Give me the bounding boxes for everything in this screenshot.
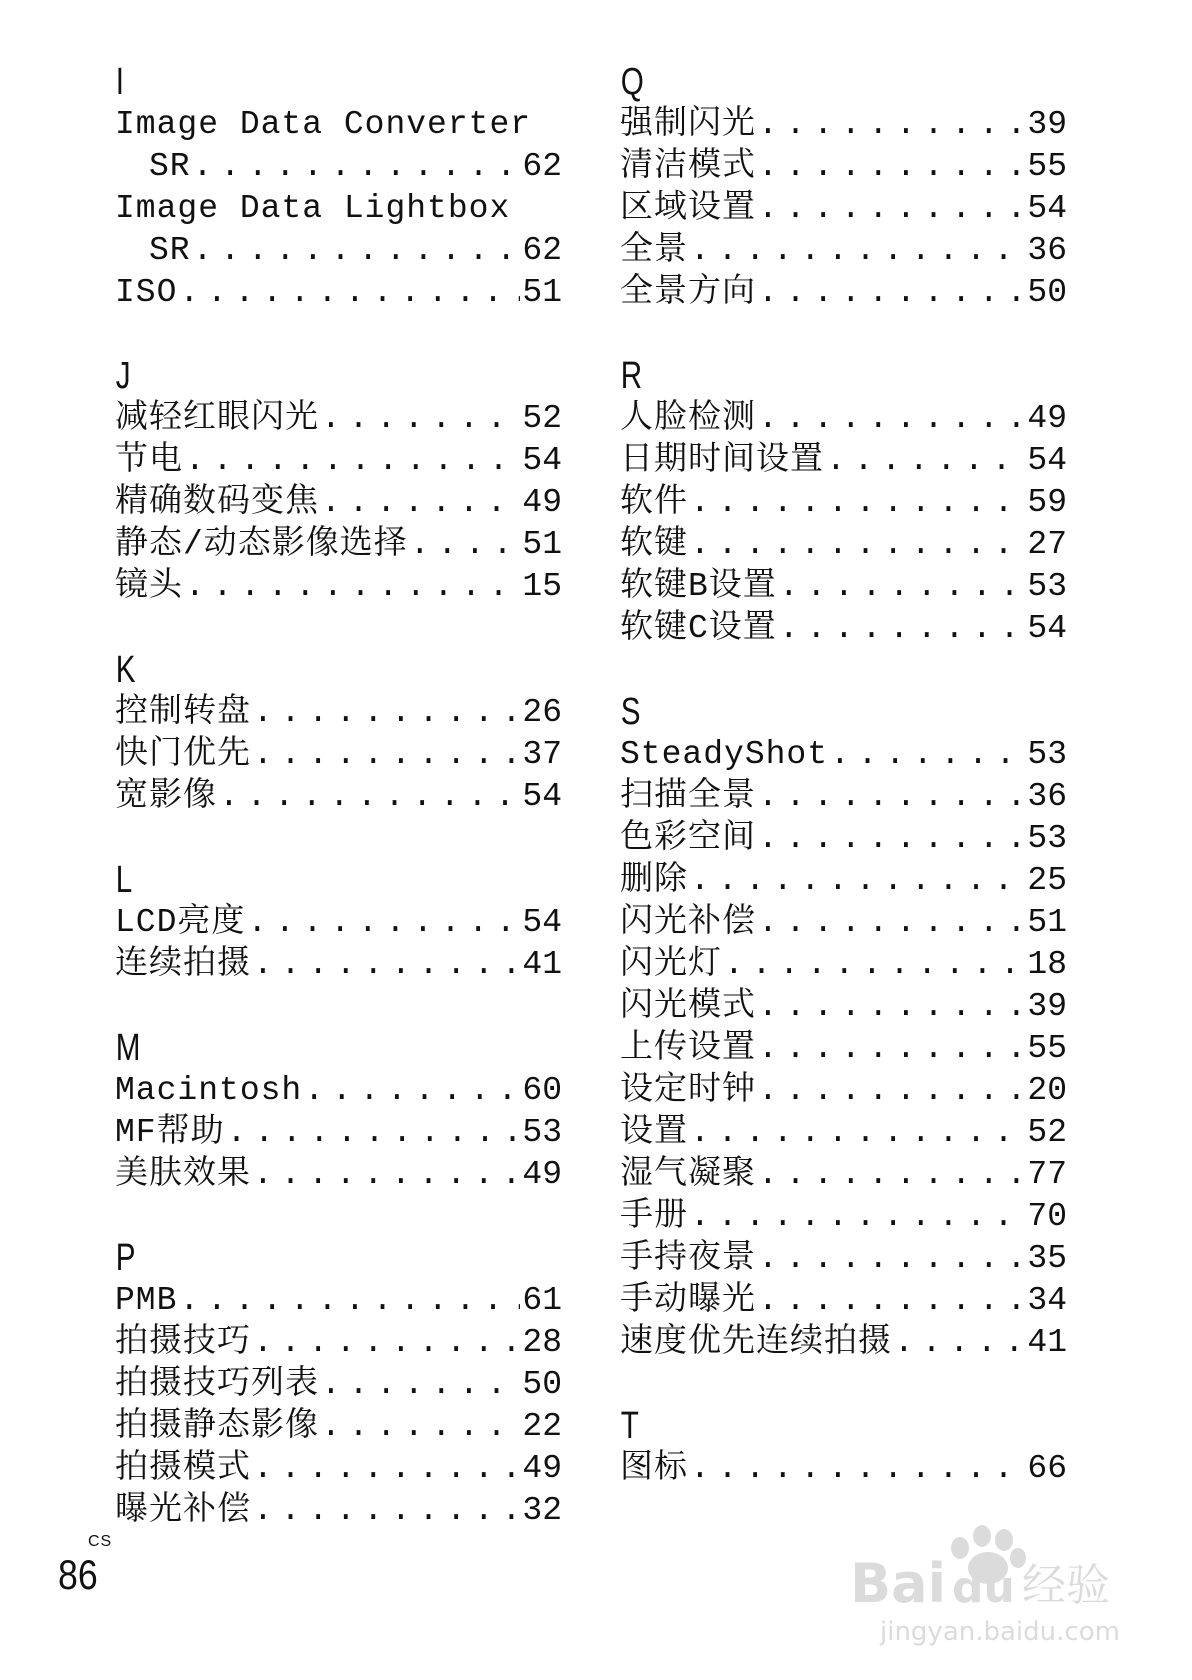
entry-label: 曝光补偿 (115, 1492, 251, 1529)
index-entry (620, 1028, 1067, 1070)
entry-label-continuation: SR (149, 232, 191, 269)
watermark-suffix: 经验 (1022, 1560, 1110, 1611)
entry-label: 设定时钟 (620, 1072, 756, 1109)
entry-page-number: 53 (522, 1114, 562, 1151)
entry-page-number: 34 (1027, 1282, 1067, 1319)
entry-page-number: 41 (522, 946, 562, 983)
leader-dots (253, 944, 520, 986)
entry-page-number: 52 (1027, 1114, 1067, 1151)
entry-page-number: 54 (522, 442, 562, 479)
leader-dots (219, 776, 520, 818)
leader-dots (758, 1280, 1025, 1322)
index-section (115, 858, 562, 986)
index-section (115, 1236, 562, 1532)
index-entry (620, 734, 1067, 776)
page-number: 86 (58, 1551, 98, 1598)
entry-page-number: 39 (1027, 988, 1067, 1025)
entry-page-number: 62 (522, 232, 562, 269)
entry-label: 精确数码变焦 (115, 484, 319, 521)
leader-dots (410, 524, 521, 566)
index-section (115, 648, 562, 818)
leader-dots (779, 608, 1026, 650)
entry-page-number: 54 (522, 778, 562, 815)
leader-dots (758, 146, 1025, 188)
index-entry (620, 1448, 1067, 1490)
entry-page-number: 62 (522, 148, 562, 185)
index-entry-head (115, 188, 562, 230)
entry-page-number: 51 (1027, 904, 1067, 941)
entry-label: LCD亮度 (115, 904, 246, 941)
entry-page-number: 51 (522, 274, 562, 311)
entry-label: 软键 (620, 526, 688, 563)
index-entry (115, 1154, 562, 1196)
leader-dots (253, 1154, 520, 1196)
entry-label: 设置 (620, 1114, 688, 1151)
entry-page-number: 53 (1027, 820, 1067, 857)
leader-dots (185, 440, 520, 482)
index-entry (620, 1154, 1067, 1196)
entry-page-number: 39 (1027, 106, 1067, 143)
entry-page-number: 77 (1027, 1156, 1067, 1193)
entry-label: 人脸检测 (620, 400, 756, 437)
index-entry (620, 860, 1067, 902)
section-letter: J (115, 355, 131, 397)
leader-dots (179, 272, 520, 314)
entry-page-number: 18 (1027, 946, 1067, 983)
entry-page-number: 61 (522, 1282, 562, 1319)
entry-page-number: 35 (1027, 1240, 1067, 1277)
entry-label: 区域设置 (620, 190, 756, 227)
entry-page-number: 37 (522, 736, 562, 773)
section-letter: L (115, 859, 133, 901)
leader-dots (758, 776, 1025, 818)
entry-page-number: 20 (1027, 1072, 1067, 1109)
entry-page-number: 70 (1027, 1198, 1067, 1235)
leader-dots (758, 398, 1025, 440)
entry-label: 闪光灯 (620, 946, 722, 983)
entry-page-number: 52 (522, 400, 562, 437)
entry-label: 图标 (620, 1450, 688, 1487)
leader-dots (253, 1322, 520, 1364)
index-entry (115, 1406, 562, 1448)
index-section (115, 1026, 562, 1196)
entry-label: PMB (115, 1282, 178, 1319)
leader-dots (724, 944, 1025, 986)
leader-dots (247, 902, 520, 944)
watermark-brand-du: du (952, 1562, 1015, 1613)
entry-page-number: 32 (522, 1492, 562, 1529)
leader-dots (179, 1280, 520, 1322)
leader-dots (253, 692, 520, 734)
leader-dots (690, 524, 1025, 566)
section-letter: Q (620, 61, 644, 103)
entry-label: 软件 (620, 484, 688, 521)
index-section (620, 354, 1067, 650)
index-entry (620, 272, 1067, 314)
index-entry (620, 1238, 1067, 1280)
index-entry (620, 482, 1067, 524)
entry-label: 连续拍摄 (115, 946, 251, 983)
index-entry (620, 902, 1067, 944)
language-code: CS (88, 1533, 113, 1550)
entry-page-number: 59 (1027, 484, 1067, 521)
entry-label: 上传设置 (620, 1030, 756, 1067)
leader-dots (321, 1406, 520, 1448)
leader-dots (690, 860, 1025, 902)
entry-page-number: 26 (522, 694, 562, 731)
entry-label: 湿气凝聚 (620, 1156, 756, 1193)
index-entry (620, 1112, 1067, 1154)
leader-dots (779, 566, 1026, 608)
index-entry (620, 608, 1067, 650)
section-letter: M (115, 1027, 141, 1069)
leader-dots (830, 734, 1025, 776)
leader-dots (185, 566, 520, 608)
leader-dots (826, 440, 1025, 482)
entry-label: Image Data Lightbox (115, 190, 511, 227)
index-entry (620, 1070, 1067, 1112)
leader-dots (690, 1112, 1025, 1154)
entry-page-number: 54 (1027, 442, 1067, 479)
leader-dots (690, 1196, 1025, 1238)
entry-page-number: 54 (522, 904, 562, 941)
index-section (620, 60, 1067, 314)
index-entry (620, 230, 1067, 272)
index-column-right (620, 60, 1067, 1530)
index-entry (115, 146, 562, 188)
index-entry (620, 146, 1067, 188)
entry-label: 减轻红眼闪光 (115, 400, 319, 437)
entry-label: 手动曝光 (620, 1282, 756, 1319)
entry-page-number: 54 (1027, 610, 1067, 647)
entry-label: 手册 (620, 1198, 688, 1235)
leader-dots (321, 482, 520, 524)
leader-dots (758, 902, 1025, 944)
entry-label: 全景方向 (620, 274, 756, 311)
index-entry (620, 524, 1067, 566)
entry-label: 美肤效果 (115, 1156, 251, 1193)
leader-dots (227, 1112, 521, 1154)
leader-dots (321, 1364, 520, 1406)
section-letter: I (115, 61, 125, 103)
leader-dots (758, 1154, 1025, 1196)
entry-label: 删除 (620, 862, 688, 899)
index-entry (115, 272, 562, 314)
entry-label: Image Data Converter (115, 106, 532, 143)
leader-dots (758, 272, 1025, 314)
index-entry (620, 1280, 1067, 1322)
entry-page-number: 50 (1027, 274, 1067, 311)
index-entry (620, 188, 1067, 230)
section-letter: R (620, 355, 643, 397)
leader-dots (690, 482, 1025, 524)
index-section (620, 1404, 1067, 1490)
index-entry (620, 818, 1067, 860)
index-entry (620, 944, 1067, 986)
entry-label: 节电 (115, 442, 183, 479)
section-letter: P (115, 1237, 136, 1279)
entry-label: 速度优先连续拍摄 (620, 1324, 892, 1361)
entry-label: MF帮助 (115, 1114, 225, 1151)
entry-label: 快门优先 (115, 736, 251, 773)
index-section (620, 690, 1067, 1364)
entry-label: 色彩空间 (620, 820, 756, 857)
entry-label: 拍摄静态影像 (115, 1408, 319, 1445)
entry-page-number: 41 (1027, 1324, 1067, 1361)
index-entry (620, 1196, 1067, 1238)
entry-label: 全景 (620, 232, 688, 269)
index-column-left (115, 60, 562, 1572)
leader-dots (304, 1070, 520, 1112)
index-entry (115, 482, 562, 524)
entry-label: 软键C设置 (620, 610, 777, 647)
entry-page-number: 49 (522, 1156, 562, 1193)
entry-page-number: 49 (522, 1450, 562, 1487)
entry-label: 静态/动态影像选择 (115, 526, 408, 563)
index-entry (115, 230, 562, 272)
leader-dots (690, 230, 1025, 272)
watermark-url: jingyan.baidu.com (880, 1617, 1120, 1647)
entry-page-number: 49 (522, 484, 562, 521)
section-letter: S (620, 691, 641, 733)
entry-label: 拍摄技巧列表 (115, 1366, 319, 1403)
leader-dots (321, 398, 520, 440)
leader-dots (253, 734, 520, 776)
entry-label: 控制转盘 (115, 694, 251, 731)
entry-page-number: 28 (522, 1324, 562, 1361)
index-entry (115, 902, 562, 944)
leader-dots (758, 1238, 1025, 1280)
entry-page-number: 55 (1027, 1030, 1067, 1067)
section-letter: K (115, 649, 136, 691)
index-entry (115, 440, 562, 482)
index-entry (115, 1322, 562, 1364)
entry-label: 清洁模式 (620, 148, 756, 185)
entry-label: 强制闪光 (620, 106, 756, 143)
entry-page-number: 66 (1027, 1450, 1067, 1487)
index-section (115, 60, 562, 314)
leader-dots (894, 1322, 1025, 1364)
leader-dots (193, 230, 521, 272)
entry-label: 拍摄技巧 (115, 1324, 251, 1361)
entry-label: 软键B设置 (620, 568, 777, 605)
index-entry (115, 692, 562, 734)
entry-label: 闪光模式 (620, 988, 756, 1025)
entry-page-number: 54 (1027, 190, 1067, 227)
index-entry (115, 776, 562, 818)
index-entry (115, 1280, 562, 1322)
entry-label: 日期时间设置 (620, 442, 824, 479)
index-entry (620, 566, 1067, 608)
index-entry (620, 1322, 1067, 1364)
entry-page-number: 53 (1027, 736, 1067, 773)
entry-page-number: 15 (522, 568, 562, 605)
leader-dots (690, 1448, 1025, 1490)
leader-dots (193, 146, 521, 188)
leader-dots (758, 1028, 1025, 1070)
entry-label: 手持夜景 (620, 1240, 756, 1277)
index-entry (620, 104, 1067, 146)
index-entry (115, 398, 562, 440)
index-entry (620, 776, 1067, 818)
entry-label: SteadyShot (620, 736, 829, 773)
entry-page-number: 55 (1027, 148, 1067, 185)
index-entry (115, 734, 562, 776)
entry-page-number: 22 (522, 1408, 562, 1445)
index-entry (115, 944, 562, 986)
entry-page-number: 60 (522, 1072, 562, 1109)
entry-label-continuation: SR (149, 148, 191, 185)
leader-dots (758, 104, 1025, 146)
entry-label: 闪光补偿 (620, 904, 756, 941)
entry-label: 拍摄模式 (115, 1450, 251, 1487)
entry-label: 宽影像 (115, 778, 217, 815)
entry-page-number: 50 (522, 1366, 562, 1403)
index-entry (115, 566, 562, 608)
entry-page-number: 49 (1027, 400, 1067, 437)
leader-dots (758, 986, 1025, 1028)
index-entry (115, 1448, 562, 1490)
section-letter: T (620, 1405, 639, 1447)
entry-label: 扫描全景 (620, 778, 756, 815)
leader-dots (758, 188, 1025, 230)
leader-dots (253, 1448, 520, 1490)
entry-label: ISO (115, 274, 178, 311)
entry-page-number: 25 (1027, 862, 1067, 899)
entry-page-number: 51 (522, 526, 562, 563)
baidu-watermark-logo (850, 1510, 1150, 1650)
entry-page-number: 27 (1027, 526, 1067, 563)
entry-page-number: 36 (1027, 232, 1067, 269)
leader-dots (758, 818, 1025, 860)
entry-page-number: 36 (1027, 778, 1067, 815)
index-section (115, 354, 562, 608)
index-entry (115, 524, 562, 566)
leader-dots (758, 1070, 1025, 1112)
index-entry (115, 1070, 562, 1112)
index-entry (115, 1364, 562, 1406)
index-entry (620, 440, 1067, 482)
leader-dots (253, 1490, 520, 1532)
entry-page-number: 53 (1027, 568, 1067, 605)
entry-label: 镜头 (115, 568, 183, 605)
index-entry (115, 1112, 562, 1154)
entry-label: Macintosh (115, 1072, 303, 1109)
watermark-brand: Bai (850, 1552, 947, 1615)
index-entry-head (115, 104, 562, 146)
index-entry (620, 398, 1067, 440)
index-entry (620, 986, 1067, 1028)
index-entry (115, 1490, 562, 1532)
